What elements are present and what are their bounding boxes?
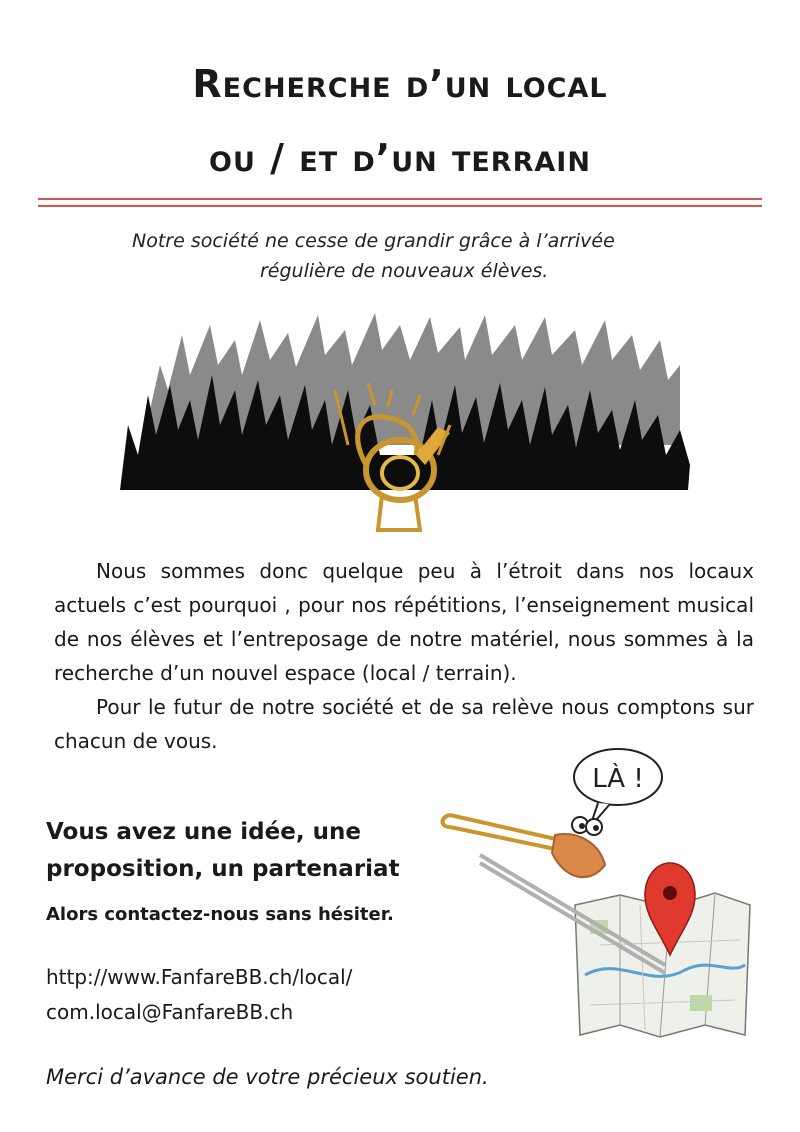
intro-line-2: régulière de nouveaux élèves. [260, 260, 549, 282]
body-paragraph-1: Nous sommes donc quelque peu à l’étroit dans nos locaux actuels c’est pourquoi , pour nos répétitions, l’enseignement musical de nos élèves et l’entreposage de notre matériel, nous sommes à la recherche d’un nouvel espace (local / terrain). [54, 559, 754, 685]
intro-line-1: Notre société ne cesse de grandir grâce à l’arrivée [132, 230, 615, 252]
contact-email-link[interactable]: com.local@FanfareBB.ch [46, 1000, 294, 1024]
crowd-horn-illustration [120, 305, 690, 540]
contact-subline: Alors contactez-nous sans hésiter. [46, 904, 394, 925]
body-paragraph-2: Pour le futur de notre société et de sa relève nous comptons sur chacun de vous. [54, 695, 754, 753]
speech-bubble-text: LÀ ! [592, 764, 644, 794]
trombone-map-illustration [440, 745, 770, 1045]
contact-headline: Vous avez une idée, une proposition, un partenariat [46, 819, 400, 882]
title-divider-bottom [38, 205, 762, 207]
title-divider-top [38, 198, 762, 200]
page-title-line-1: Recherche d’un local [192, 62, 608, 106]
closing-thanks: Merci d’avance de votre précieux soutien. [46, 1065, 489, 1089]
page-title-line-2: ou / et d’un terrain [209, 136, 591, 180]
local-page-link[interactable]: http://www.FanfareBB.ch/local/ [46, 965, 353, 989]
speech-bubble [574, 749, 662, 827]
